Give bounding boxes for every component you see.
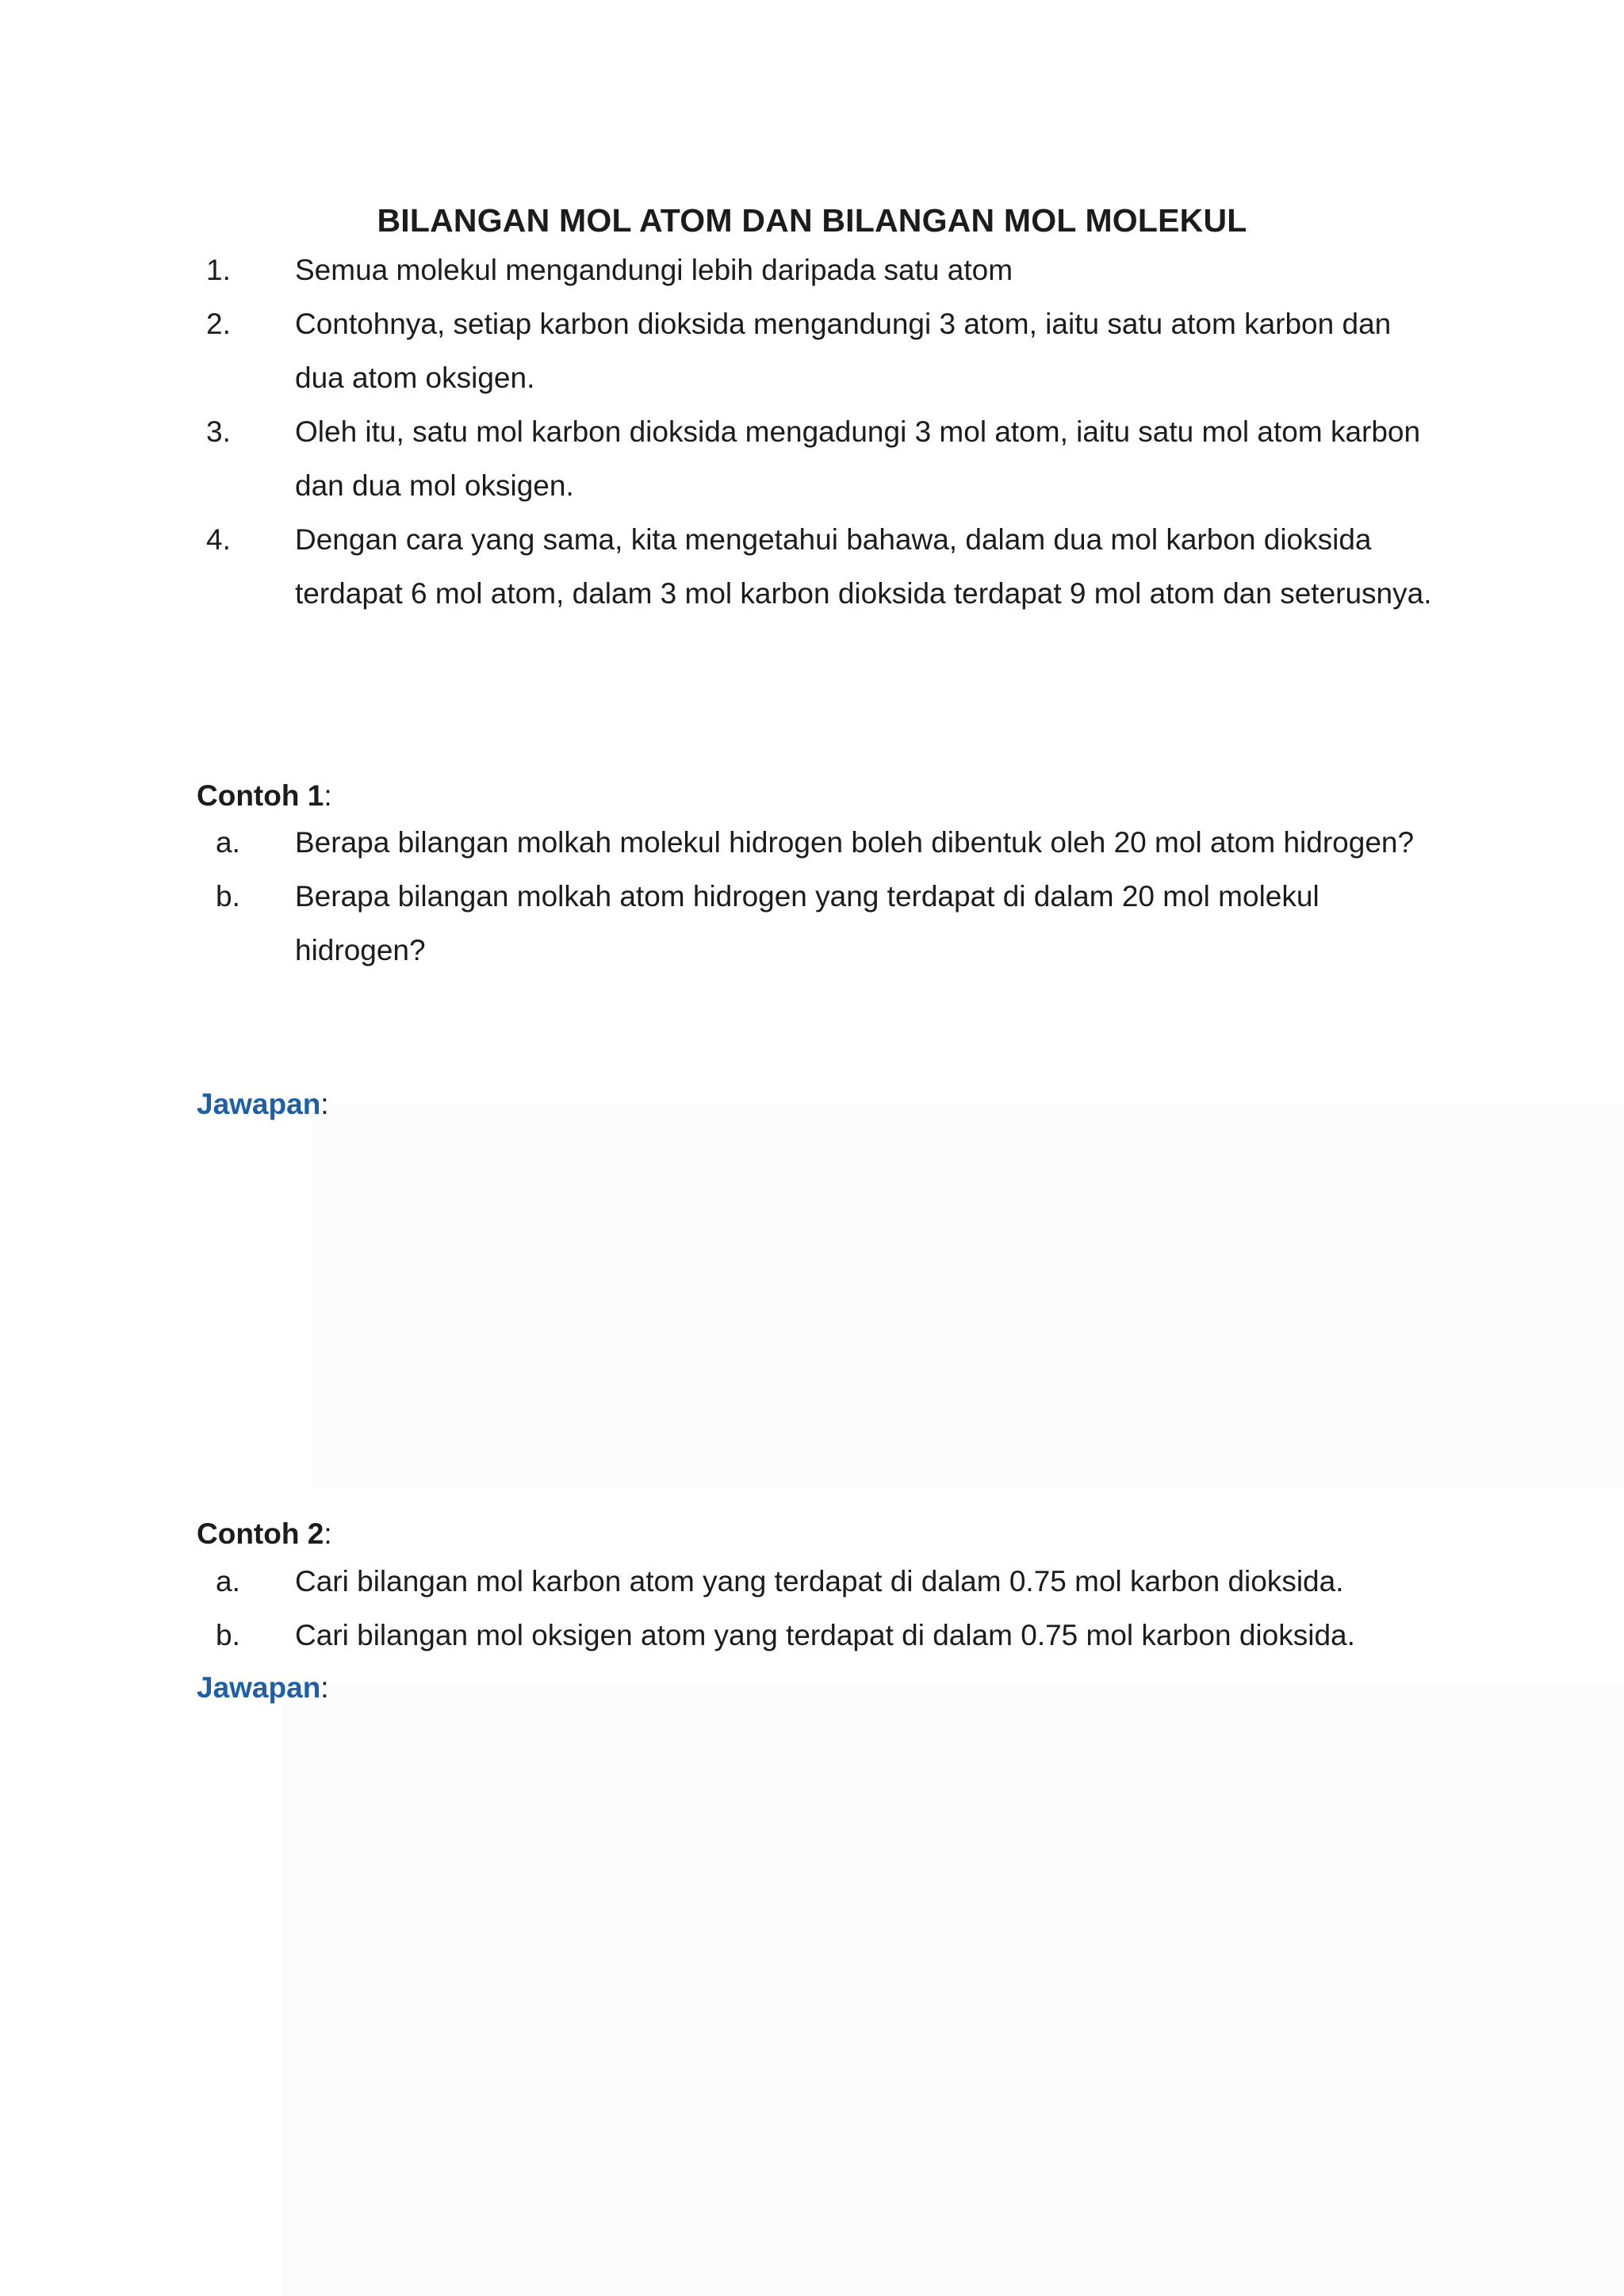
- list-marker: 3.: [206, 415, 231, 448]
- list-marker: 1.: [206, 254, 231, 286]
- numbered-points-list: [197, 243, 1434, 621]
- question-text: Berapa bilangan molkah atom hidrogen yang terdapat di dalam 20 mol molekul hidrogen?: [295, 880, 1320, 966]
- example-1-questions: [197, 816, 1434, 978]
- list-item: [197, 816, 1434, 870]
- answer-1-heading: [197, 1085, 329, 1124]
- list-marker: b.: [216, 1619, 240, 1651]
- list-item: [197, 405, 1434, 513]
- list-item-text: Contohnya, setiap karbon dioksida mengandungi 3 atom, iaitu satu atom karbon dan dua atom oksigen.: [295, 308, 1392, 394]
- list-item-text: Semua molekul mengandungi lebih daripada satu atom: [295, 254, 1013, 286]
- list-item: [197, 870, 1434, 978]
- answer-2-colon: :: [320, 1671, 329, 1704]
- answer-1-label: Jawapan: [197, 1088, 321, 1120]
- list-marker: a.: [216, 826, 240, 859]
- list-marker: b.: [216, 880, 240, 913]
- list-item: [197, 1609, 1434, 1663]
- example-1-colon: :: [324, 779, 332, 812]
- answer-2-label: Jawapan: [197, 1671, 321, 1704]
- example-2-questions: [197, 1555, 1434, 1663]
- document-title: BILANGAN MOL ATOM DAN BILANGAN MOL MOLEKUL: [377, 202, 1247, 239]
- example-1-heading: [197, 776, 332, 816]
- list-item-text: Dengan cara yang sama, kita mengetahui bahawa, dalam dua mol karbon dioksida terdapat 6 mol atom, dalam 3 mol karbon dioksida terdapat 9 mol atom dan seterusnya.: [295, 523, 1432, 610]
- answer-space-1: [313, 1106, 1624, 1487]
- example-1-label: Contoh 1: [197, 779, 324, 812]
- list-item: [197, 243, 1434, 297]
- list-item-text: Oleh itu, satu mol karbon dioksida mengadungi 3 mol atom, iaitu satu mol atom karbon dan dua mol oksigen.: [295, 415, 1421, 502]
- answer-space-2: [282, 1685, 1624, 2296]
- list-marker: 4.: [206, 523, 231, 556]
- list-item: [197, 297, 1434, 405]
- example-2-heading: [197, 1514, 332, 1554]
- example-2-label: Contoh 2: [197, 1517, 324, 1550]
- example-2-colon: :: [324, 1517, 332, 1550]
- question-text: Berapa bilangan molkah molekul hidrogen boleh dibentuk oleh 20 mol atom hidrogen?: [295, 826, 1415, 859]
- list-item: [197, 1555, 1434, 1609]
- list-marker: a.: [216, 1565, 240, 1598]
- list-marker: 2.: [206, 308, 231, 340]
- answer-2-heading: [197, 1668, 329, 1708]
- answer-1-colon: :: [320, 1088, 329, 1120]
- question-text: Cari bilangan mol karbon atom yang terdapat di dalam 0.75 mol karbon dioksida.: [295, 1565, 1344, 1598]
- question-text: Cari bilangan mol oksigen atom yang terdapat di dalam 0.75 mol karbon dioksida.: [295, 1619, 1355, 1651]
- list-item: [197, 513, 1434, 621]
